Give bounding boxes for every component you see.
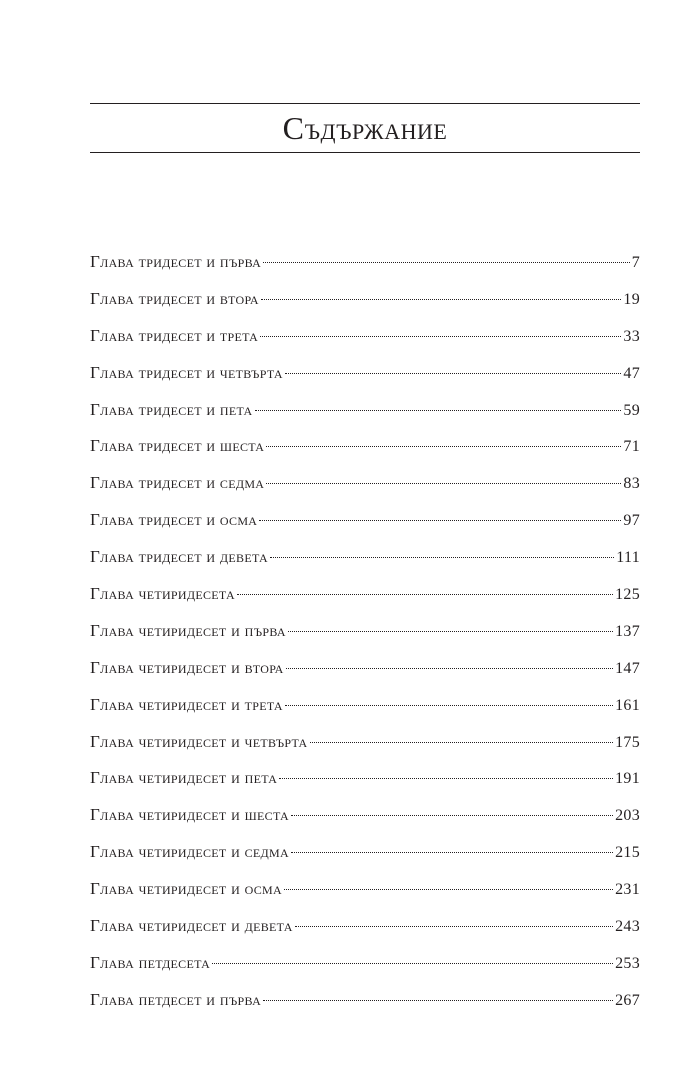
toc-entry-page: 243 xyxy=(615,918,640,936)
toc-dot-leader xyxy=(285,705,613,706)
toc-entry-51[interactable] xyxy=(90,982,640,1019)
toc-entry-label: Глава тридесет и първа xyxy=(90,252,262,271)
toc-entry-38[interactable] xyxy=(90,502,640,539)
toc-entry-label: Глава четиридесета xyxy=(90,584,235,604)
toc-entry-page: 203 xyxy=(615,807,640,825)
toc-entry-label: Глава четиридесет и девета xyxy=(90,916,293,936)
toc-entry-page: 231 xyxy=(615,881,640,899)
toc-entry-label: Глава тридесет и осма xyxy=(90,510,258,530)
toc-entry-50[interactable] xyxy=(90,945,640,982)
toc-entry-label: Глава четиридесет и четвърта xyxy=(90,731,308,751)
toc-entry-page: 59 xyxy=(623,401,640,419)
toc-entry-page: 253 xyxy=(615,954,640,972)
toc-entry-page: 83 xyxy=(623,475,640,493)
toc-dot-leader xyxy=(266,446,621,447)
toc-dot-leader xyxy=(270,557,614,558)
toc-dot-leader xyxy=(288,631,613,632)
toc-dot-leader xyxy=(291,815,613,816)
toc-dot-leader xyxy=(237,594,613,595)
toc-dot-leader xyxy=(291,852,613,853)
toc-entry-page: 215 xyxy=(615,844,640,862)
toc-dot-leader xyxy=(263,1000,613,1001)
toc-entry-label: Глава петдесета xyxy=(90,952,211,972)
toc-entry-40[interactable] xyxy=(90,576,640,613)
toc-dot-leader xyxy=(212,963,613,964)
toc-dot-leader xyxy=(263,262,630,263)
toc-entry-label: Глава четиридесет и шеста xyxy=(90,805,289,825)
toc-entry-37[interactable] xyxy=(90,465,640,502)
toc-entry-page: 47 xyxy=(623,364,640,382)
toc-entry-42[interactable] xyxy=(90,650,640,687)
toc-entry-label: Глава четиридесет и втора xyxy=(90,657,284,677)
toc-entry-page: 175 xyxy=(615,733,640,751)
toc-entry-label: Глава четиридесет и трета xyxy=(90,694,283,714)
toc-entry-page: 71 xyxy=(623,438,640,456)
toc-entry-39[interactable] xyxy=(90,539,640,576)
toc-entry-44[interactable] xyxy=(90,724,640,761)
toc-entry-page: 19 xyxy=(623,290,640,308)
toc-entry-48[interactable] xyxy=(90,871,640,908)
toc-entry-label: Глава тридесет и шеста xyxy=(90,436,265,456)
toc-dot-leader xyxy=(286,668,613,669)
toc-entry-page: 161 xyxy=(615,696,640,714)
toc-entry-page: 7 xyxy=(631,254,640,271)
toc-entry-page: 97 xyxy=(623,512,640,530)
title-top-rule xyxy=(90,103,640,104)
toc-dot-leader xyxy=(261,299,621,300)
toc-dot-leader xyxy=(285,373,622,374)
toc-entry-43[interactable] xyxy=(90,687,640,724)
toc-entry-label: Глава четиридесет и първа xyxy=(90,620,286,640)
toc-entry-page: 267 xyxy=(615,991,640,1009)
toc-entry-label: Глава тридесет и четвърта xyxy=(90,362,283,382)
toc-entry-page: 125 xyxy=(615,586,640,604)
toc-entry-45[interactable] xyxy=(90,760,640,797)
toc-entry-label: Глава тридесет и девета xyxy=(90,547,268,567)
toc-entry-32[interactable] xyxy=(90,281,640,318)
toc-dot-leader xyxy=(295,926,613,927)
toc-entry-label: Глава четиридесет и седма xyxy=(90,842,289,862)
toc-entry-label: Глава четиридесет и пета xyxy=(90,768,278,788)
toc-dot-leader xyxy=(259,520,621,521)
toc-entry-33[interactable] xyxy=(90,318,640,355)
toc-entry-label: Глава тридесет и седма xyxy=(90,473,265,493)
toc-entry-page: 111 xyxy=(616,549,640,567)
table-of-contents xyxy=(90,244,640,1019)
toc-entry-31[interactable] xyxy=(90,244,640,281)
toc-entry-label: Глава тридесет и трета xyxy=(90,325,259,345)
title-bottom-rule xyxy=(90,152,640,153)
toc-entry-47[interactable] xyxy=(90,834,640,871)
toc-entry-35[interactable] xyxy=(90,392,640,429)
toc-entry-label: Глава тридесет и пета xyxy=(90,399,253,419)
toc-entry-34[interactable] xyxy=(90,355,640,392)
toc-dot-leader xyxy=(310,742,614,743)
toc-entry-page: 137 xyxy=(615,622,640,640)
toc-entry-label: Глава петдесет и първа xyxy=(90,989,262,1009)
toc-entry-46[interactable] xyxy=(90,797,640,834)
toc-dot-leader xyxy=(279,778,613,779)
toc-dot-leader xyxy=(266,483,621,484)
page-title: Съдържание xyxy=(282,110,448,146)
toc-entry-label: Глава четиридесет и осма xyxy=(90,879,282,899)
toc-entry-49[interactable] xyxy=(90,908,640,945)
toc-entry-page: 191 xyxy=(615,770,640,788)
toc-entry-41[interactable] xyxy=(90,613,640,650)
toc-entry-page: 33 xyxy=(623,327,640,345)
toc-dot-leader xyxy=(284,889,613,890)
toc-dot-leader xyxy=(260,336,621,337)
toc-entry-page: 147 xyxy=(615,659,640,677)
toc-entry-36[interactable] xyxy=(90,428,640,465)
toc-dot-leader xyxy=(255,410,622,411)
toc-entry-label: Глава тридесет и втора xyxy=(90,288,259,308)
